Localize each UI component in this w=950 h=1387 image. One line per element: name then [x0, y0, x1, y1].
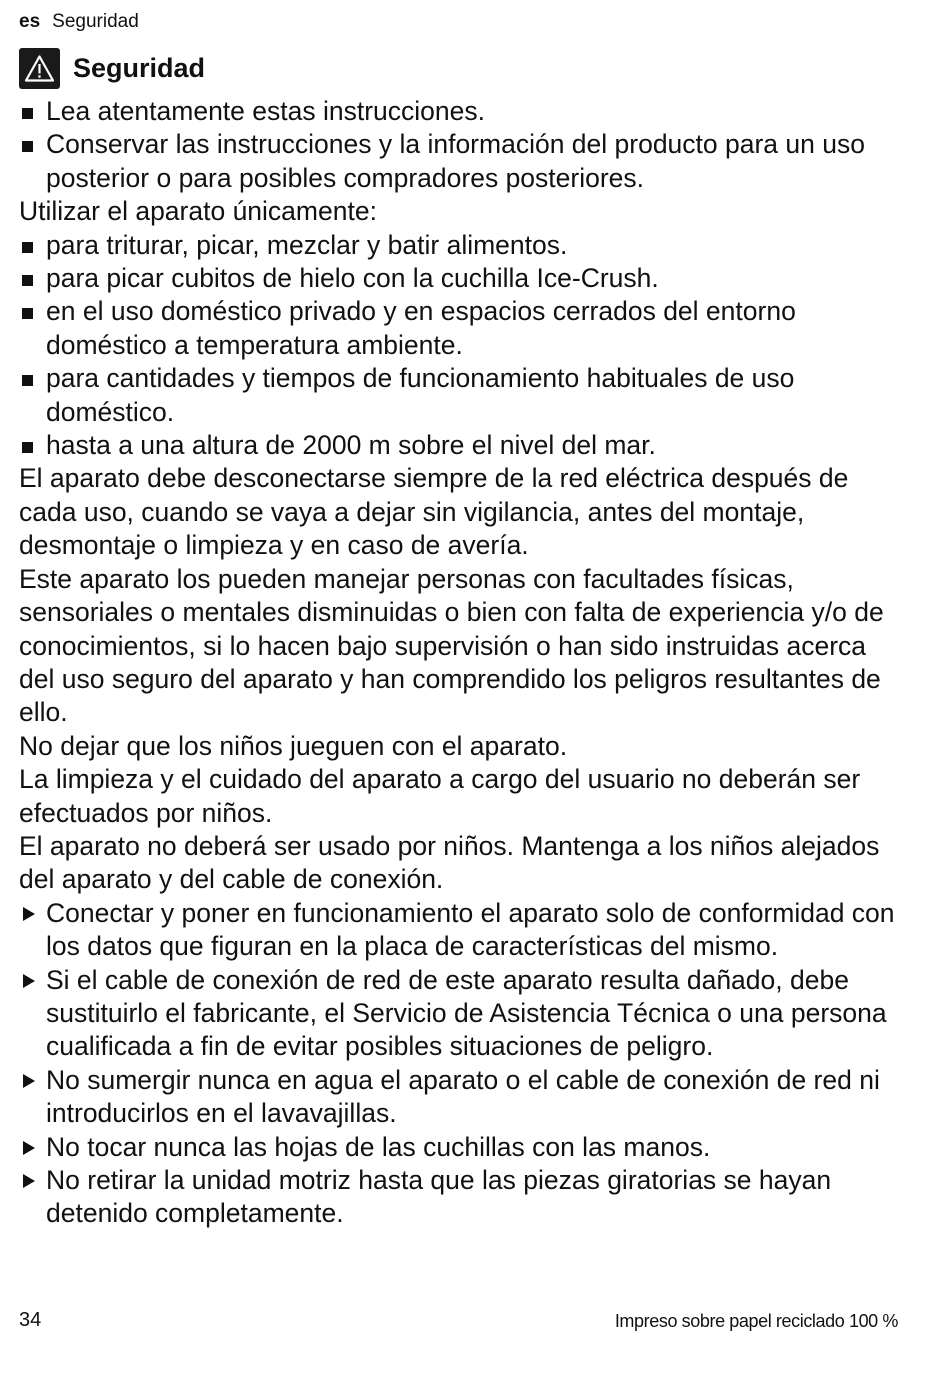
list-item: Lea atentamente estas instrucciones. [19, 95, 899, 128]
paragraph: No dejar que los niños jueguen con el aparato. [19, 730, 568, 761]
list-item: para picar cubitos de hielo con la cuchilla Ice-Crush. [19, 262, 899, 295]
list-item: para triturar, picar, mezclar y batir alimentos. [19, 229, 899, 262]
list-item: Conservar las instrucciones y la información del producto para un uso posterior o para posibles compradores posteriores. [19, 128, 899, 195]
page-title: Seguridad [73, 53, 206, 83]
running-header [19, 10, 139, 34]
recycled-paper-note: Impreso sobre papel reciclado 100 % [614, 1311, 898, 1331]
list-item: para cantidades y tiempos de funcionamiento habituales de uso doméstico. [19, 362, 899, 429]
list-item: en el uso doméstico privado y en espacios cerrados del entorno doméstico a temperatura ambiente. [19, 295, 899, 362]
page-number: 34 [19, 1309, 42, 1331]
instruction-item: No retirar la unidad motriz hasta que las piezas giratorias se hayan detenido completamente. [19, 1164, 899, 1231]
instruction-item: No tocar nunca las hojas de las cuchillas con las manos. [19, 1131, 899, 1164]
main-content [19, 95, 899, 1231]
paragraph: Este aparato los pueden manejar personas con facultades físicas, sensoriales o mentales disminuidas o bien con falta de experiencia y/o de conocimientos, si lo hacen bajo supervisión o han sido instruidas acerca del uso seguro del aparato y han comprendido los peligros resultantes de ello. [19, 563, 884, 728]
instruction-item: Si el cable de conexión de red de este aparato resulta dañado, debe sustituirlo el fabricante, el Servicio de Asistencia Técnica o una persona cualificada a fin de evitar posibles situaciones de peligro. [19, 964, 899, 1064]
header-section-name: Seguridad [52, 11, 139, 32]
instruction-item: Conectar y poner en funcionamiento el aparato solo de conformidad con los datos que figuran en la placa de características del mismo. [19, 897, 899, 964]
section-title [19, 47, 205, 89]
warning-triangle-icon [19, 48, 60, 89]
list-item: hasta a una altura de 2000 m sobre el nivel del mar. [19, 429, 899, 462]
usage-list [19, 229, 899, 463]
instruction-list [19, 897, 899, 1231]
language-code: es [19, 11, 41, 32]
instruction-item: No sumergir nunca en agua el aparato o el cable de conexión de red ni introducirlos en el lavavajillas. [19, 1064, 899, 1131]
paragraph: La limpieza y el cuidado del aparato a cargo del usuario no deberán ser efectuados por niños. [19, 764, 861, 828]
paragraph: El aparato no deberá ser usado por niños. Mantenga a los niños alejados del aparato y del cable de conexión. [19, 830, 880, 895]
intro-list [19, 95, 899, 195]
usage-heading: Utilizar el aparato únicamente: [19, 196, 377, 227]
paragraph: El aparato debe desconectarse siempre de la red eléctrica después de cada uso, cuando se vaya a dejar sin vigilancia, antes del montaje, desmontaje o limpieza y en caso de avería. [19, 463, 849, 561]
